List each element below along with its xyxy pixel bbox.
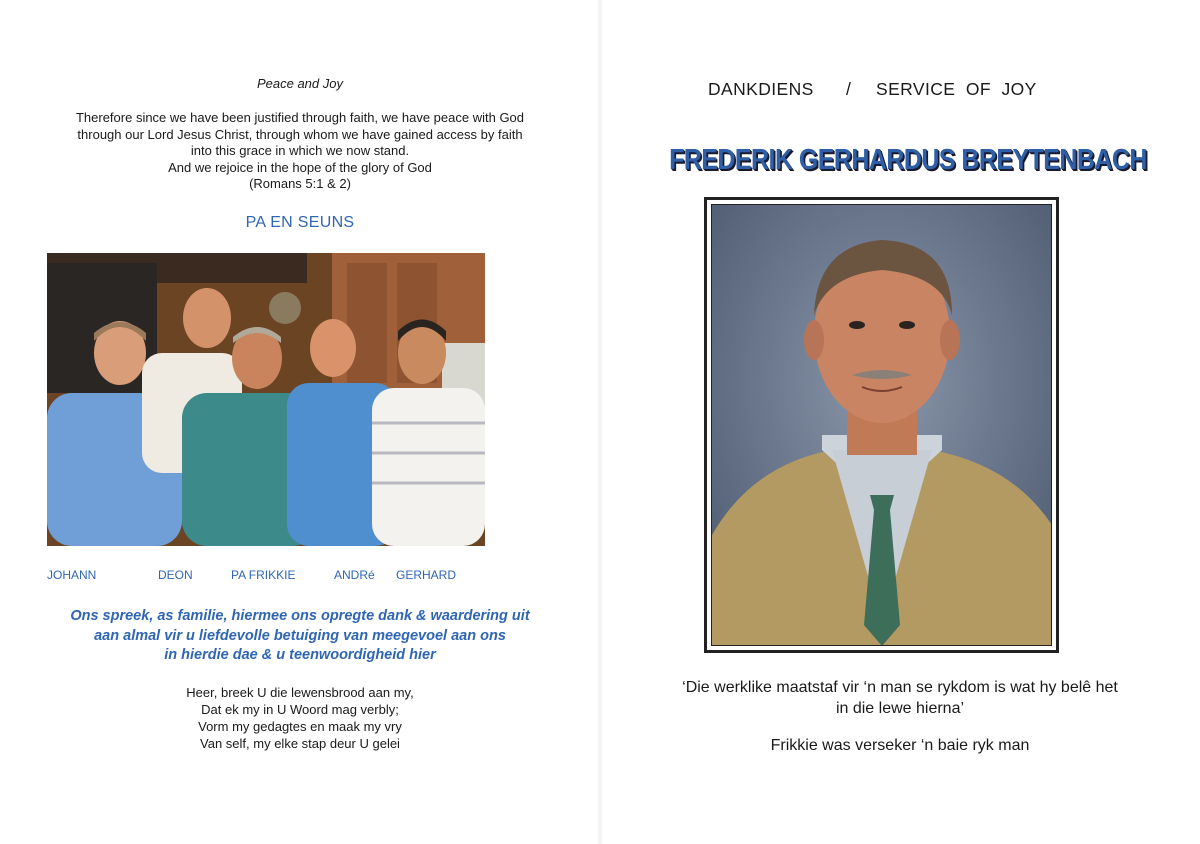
name-label: GERHARD	[396, 568, 457, 582]
service-heading	[600, 79, 1200, 99]
heading-separator: /	[846, 79, 852, 99]
name-label: PA FRIKKIE	[231, 568, 296, 582]
poem-line: Heer, breek U die lewensbrood aan my,	[186, 685, 414, 700]
deceased-name: FREDERIK GERHARDUS BREYTENBACH	[669, 144, 1147, 176]
memorial-quote	[600, 678, 1200, 719]
poem-line: Vorm my gedagtes en maak my vry	[198, 719, 402, 734]
thanks-line: in hierdie dae & u teenwoordigheid hier	[164, 647, 436, 663]
closing-line: Frikkie was verseker ‘n baie ryk man	[770, 737, 1030, 754]
right-page	[600, 0, 1200, 844]
scripture-verse	[0, 110, 600, 193]
quote-line: ‘Die werklike maatstaf vir ‘n man se rykdom is wat hy belê het	[682, 679, 1118, 696]
verse-line: through our Lord Jesus Christ, through whom we have gained access by faith	[77, 126, 523, 142]
poem	[0, 684, 600, 752]
poem-line: Van self, my elke stap deur U gelei	[200, 736, 400, 751]
name-label: JOHANN	[47, 568, 97, 582]
name-label: DEON	[158, 568, 193, 582]
verse-reference: (Romans 5:1 & 2)	[249, 176, 351, 191]
photo-names	[0, 568, 600, 584]
name-label: ANDRé	[334, 568, 375, 582]
thanks-line: Ons spreek, as familie, hiermee ons opregte dank & waardering uit	[70, 608, 530, 624]
heading-afrikaans: DANKDIENS	[708, 79, 814, 99]
thanks-message	[0, 607, 600, 666]
portrait-photo	[711, 204, 1052, 646]
family-group-photo	[47, 253, 485, 546]
poem-line: Dat ek my in U Woord mag verbly;	[201, 702, 399, 717]
portrait-frame	[704, 197, 1059, 653]
verse-line: into this grace in which we now stand.	[190, 143, 410, 158]
quote-line: in die lewe hierna’	[835, 699, 965, 717]
section-title: PA EN SEUNS	[245, 214, 355, 231]
verse-line: And we rejoice in the hope of the glory of God	[168, 159, 432, 175]
verse-line: Therefore since we have been justified through faith, we have peace with God	[75, 110, 525, 125]
heading-english: SERVICE OF JOY	[876, 79, 1037, 99]
thanks-line: aan almal vir u liefdevolle betuiging van meegevoel aan ons	[94, 627, 506, 644]
verse-title: Peace and Joy	[256, 76, 343, 91]
